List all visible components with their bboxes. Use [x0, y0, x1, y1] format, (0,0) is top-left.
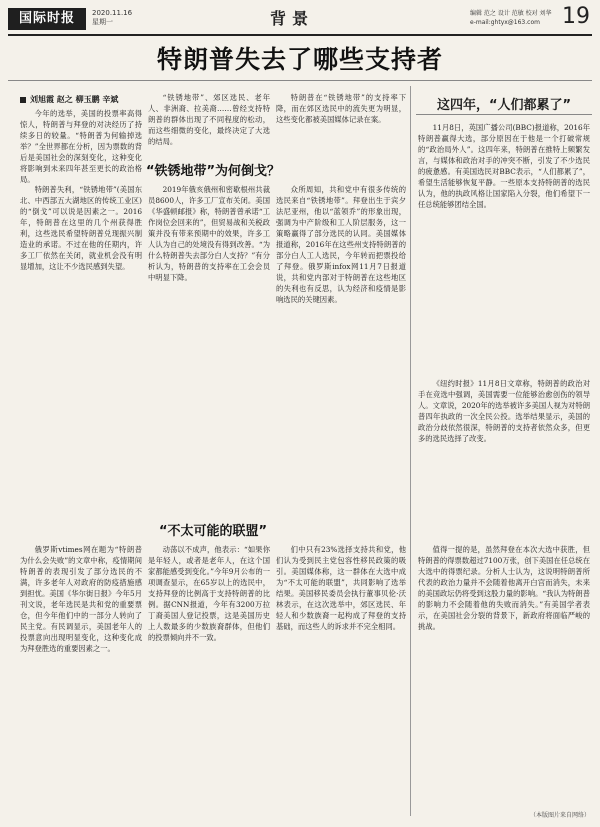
- intro-col-2: [148, 92, 270, 152]
- staff-credits: [470, 9, 552, 27]
- sidebar-paragraph-2: 《纽约时报》11月8日文章称，特朗普的政治对手在竞选中强调，美国需要一位能够治愈创伤的领导人。文章说，2020年的选举被许多美国人视为对特朗普四年执政的一次全民公投。选举结果显示，美国的政治分歧依然很深，特朗普的支持者依然众多，但更多的选民选择了改变。: [418, 379, 590, 443]
- masthead: [8, 6, 592, 32]
- byline-authors: 刘旭霞 赵之 柳玉鹏 辛斌: [30, 95, 119, 104]
- intro-col-3: [276, 92, 406, 152]
- sidebar-block-3: [418, 544, 590, 806]
- section2-paragraph-1: 俄罗斯vtimes网在题为“特朗普为什么会失败”的文章中称，疫情期间特朗普的表现引发了部分选民的不满，许多老年人对政府的防疫措施感到担忧。美国《华尔街日报》今年5月刊文说，老年选民是共和党的重要票仓，但今年他们中的一部分人转向了民主党。有民调显示，美国老年人的投票意向出现明显变化，这种变化成为拜登胜选的重要因素之一。: [20, 545, 142, 653]
- sidebar-block-2: [418, 378, 590, 538]
- issue-weekday: 星期一: [92, 18, 113, 26]
- intro-paragraph-3: 特朗普在“铁锈地带”的支持率下降，而在郊区选民中的流失更为明显，这些变化都被美国媒体记录在案。: [276, 93, 406, 124]
- intro-paragraph-2: “铁锈地带”、郊区选民、老年人、非洲裔、拉美裔……曾经支持特朗普的群体出现了不同程度的松动，而这些细微的变化，最终决定了大选的结局。: [148, 93, 270, 146]
- staff-line: 编辑 范之 设计 范敏 校对 刘华: [470, 10, 552, 17]
- section2-col-3: [276, 544, 406, 814]
- section-name: 背景: [270, 9, 315, 28]
- sidebar-title-rule: [416, 114, 592, 115]
- section2-col-2: [148, 544, 270, 814]
- image-credit-note: （本版图片来自网络）: [529, 812, 590, 819]
- column-divider: [410, 86, 411, 816]
- section1-paragraph-2: 2019年俄亥俄州和密歇根州共裁员8600人，许多工厂宣布关闭。美国《华盛顿邮报》称，特朗普曾承诺“工作岗位会回来的”，但贸易战和关税政策并没有带来预期中的效果，许多工人认为自己的处境没有得到改善。“为什么特朗普失去部分白人支持？”有分析认为，特朗普的支持率在工会会员中明显下降。: [148, 185, 270, 282]
- byline: [20, 94, 118, 105]
- section1-col-2: [148, 184, 270, 504]
- byline-square-icon: [20, 97, 26, 103]
- sidebar-title: 这四年，“人们都累了”: [436, 98, 572, 113]
- intro-col-1: [20, 108, 142, 184]
- newspaper-logo: 国际时报: [8, 8, 86, 30]
- section1-col-3: [276, 184, 406, 504]
- page-number: 19: [562, 4, 590, 29]
- staff-email: e-mail:ghtyx@163.com: [470, 19, 540, 26]
- subhead-unlikely-alliance: “不太可能的联盟”: [158, 524, 268, 539]
- headline-rule: [8, 80, 592, 81]
- page-headline: 特朗普失去了哪些支持者: [156, 45, 443, 74]
- section1-paragraph-1: 特朗普失利，“铁锈地带”(美国东北、中西部五大湖地区的传统工业区)的“倒戈”可以说是因素之一。2016年，特朗普在这里的几个州获得胜利，这些选民希望特朗普兑现振兴制造业的承诺。不过在他的任期内，许多工厂依然在关闭，就业机会没有明显增加，这让不少选民感到失望。: [20, 185, 142, 271]
- section2-paragraph-2: 动荡以不成声，他表示：“如果你是年轻人，或者是老年人，在这个国家都能感受到变化。”今年9月公布的一项调查显示，在65岁以上的选民中，支持拜登的比例高于支持特朗普的比例。据CNN报道，今年有3200万拉丁裔美国人登记投票，这是美国历史上人数最多的少数族裔群体，但他们的投票倾向并不一致。: [148, 545, 270, 642]
- issue-date-block: [92, 9, 132, 27]
- issue-date: 2020.11.16: [92, 9, 133, 17]
- section2-paragraph-3: 们中只有23%选择支持共和党，他们认为受到民主党包容性移民政策的吸引。美国媒体称，这一群体在大选中成为“不太可能的联盟”，共同影响了选举结果。美国移民委员会执行董事贝伦·沃林表示，在这次选举中，郊区选民、年轻人和少数族裔一起构成了拜登的支持基础，而这些人的诉求并不完全相同。: [276, 545, 406, 631]
- sidebar-paragraph-1: 11月8日，英国广播公司(BBC)报道称，2016年特朗普赢得大选，部分原因在于他是一个打破常规的“政治局外人”。这四年来，特朗普在推特上频繁发言，与媒体和政治对手的冲突不断，引发了不少选民的疲惫感。有美国选民对BBC表示，“人们都累了”，希望生活能够恢复平静。一些原本支持特朗普的选民认为，他的执政风格让国家陷入分裂，他们希望下一任总统能够团结全国。: [418, 123, 590, 209]
- masthead-rule: [8, 34, 592, 36]
- sidebar-block-1: [418, 122, 590, 372]
- section2-col-1: [20, 544, 142, 814]
- section1-col-1: [20, 184, 142, 504]
- subhead-rust-belt: “铁锈地带”为何倒戈？: [145, 164, 281, 179]
- sidebar-paragraph-3: 值得一提的是，虽然拜登在本次大选中获胜，但特朗普的得票数超过7100万张，创下美国在任总统在大选中的得票纪录。分析人士认为，这说明特朗普所代表的政治力量并不会随着他离开白宫而消失，未来的美国政坛仍将受到这股力量的影响。“我认为特朗普的影响力不会随着他的失败而消失。”有美国学者表示，在美国社会分裂的背景下，新政府将面临严峻的挑战。: [418, 545, 590, 631]
- intro-paragraph-1: 今年的选举，美国的投票率高得惊人，特朗普与拜登的对决经历了持续多日的较量。“特朗普为何输掉选举？”全世界都在分析，因为票数的背后是美国社会的深刻变化，这种变化将影响到未来四年甚至更长的政治格局。: [20, 109, 142, 184]
- section1-paragraph-3: 众所周知，共和党中有很多传统的选民来自“铁锈地带”。拜登出生于宾夕法尼亚州，他以“蓝领乔”的形象出现，强调为中产阶级和工人阶层服务，这一策略赢得了部分选民的认同。美国媒体报道称，2016年在这些州支持特朗普的部分白人工人选民，今年转而把票投给了拜登。俄罗斯infox网11月7日报道说，共和党内部对于特朗普在这些地区的失利也有反思，认为经济和疫情是影响选民的关键因素。: [276, 185, 406, 304]
